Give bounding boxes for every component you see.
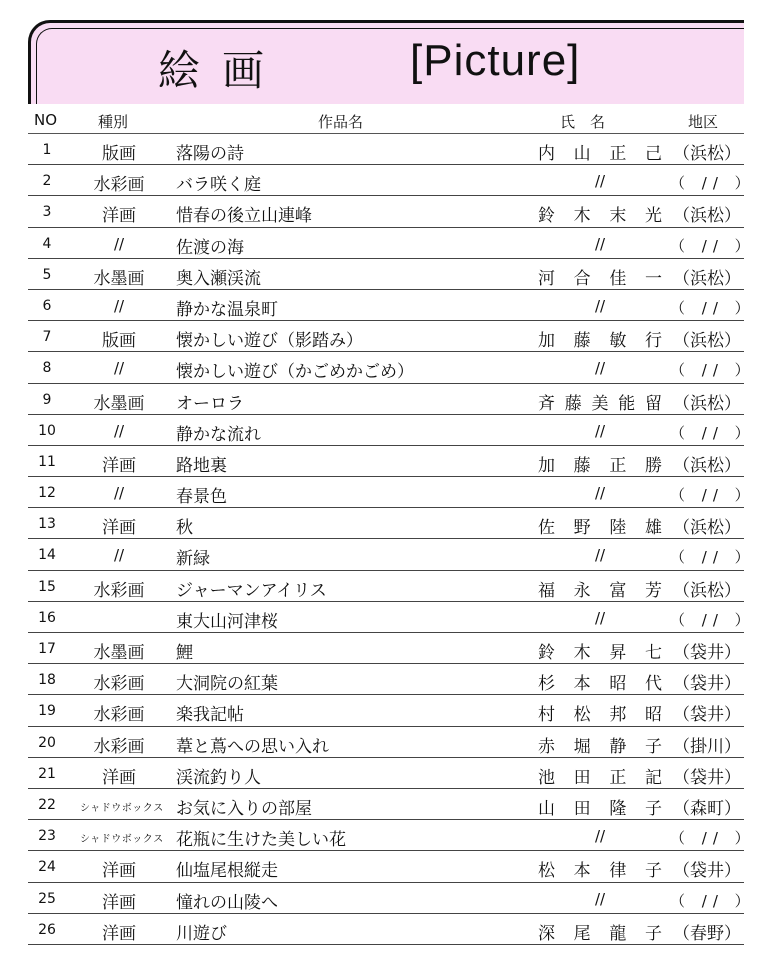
cell-name: 池田正記 xyxy=(538,767,662,788)
cell-type: 洋画 xyxy=(102,455,136,476)
header-name: 氏 名 xyxy=(560,113,606,131)
header-no: NO xyxy=(34,111,58,129)
cell-title: 新緑 xyxy=(176,549,210,570)
table-row xyxy=(28,664,744,695)
cell-name: 深尾龍子 xyxy=(538,923,662,944)
table-row xyxy=(28,259,744,290)
cell-type: // xyxy=(113,484,125,503)
cell-type: // xyxy=(113,296,125,315)
cell-name: 内山正己 xyxy=(538,144,662,164)
cell-area: （ // ） xyxy=(670,174,756,193)
cell-area: （浜松） xyxy=(673,580,741,601)
header-type: 種別 xyxy=(98,113,129,131)
table-row xyxy=(28,695,744,726)
cell-name: 山田隆子 xyxy=(538,798,662,819)
cell-title: 川遊び xyxy=(176,923,227,944)
artwork-table xyxy=(28,134,756,945)
cell-title: 憧れの山陵へ xyxy=(176,892,278,913)
cell-area: （浜松） xyxy=(673,393,741,414)
cell-type: 版画 xyxy=(102,144,136,164)
cell-name: // xyxy=(594,827,606,846)
cell-name: 加藤正勝 xyxy=(538,455,662,476)
cell-name: // xyxy=(594,172,606,191)
cell-no: 21 xyxy=(38,765,56,782)
cell-area: （袋井） xyxy=(673,861,741,882)
table-row xyxy=(28,134,744,165)
cell-area: （ // ） xyxy=(670,548,756,567)
table-row xyxy=(28,789,744,820)
cell-no: 11 xyxy=(38,453,56,470)
cell-area: （浜松） xyxy=(673,144,741,164)
cell-no: 4 xyxy=(42,235,52,252)
cell-type: 洋画 xyxy=(102,767,136,788)
cell-type: 水彩画 xyxy=(93,705,145,726)
cell-title: 静かな温泉町 xyxy=(176,299,278,320)
cell-name: // xyxy=(594,234,606,253)
cell-title: 仙塩尾根縦走 xyxy=(176,861,278,882)
table-row xyxy=(28,415,756,446)
cell-area: （浜松） xyxy=(673,331,741,352)
table-row xyxy=(28,914,744,945)
table-row xyxy=(28,321,744,352)
cell-no: 12 xyxy=(38,485,56,502)
table-row xyxy=(28,165,756,196)
cell-name: // xyxy=(594,359,606,378)
cell-area: （ // ） xyxy=(670,423,756,442)
cell-name: 村松邦昭 xyxy=(538,705,662,726)
cell-area: （袋井） xyxy=(673,767,741,788)
cell-area: （袋井） xyxy=(673,705,741,726)
page-title-en: [Picture] xyxy=(410,36,581,85)
cell-type: 水彩画 xyxy=(93,175,145,196)
cell-no: 19 xyxy=(38,703,56,720)
cell-type: // xyxy=(113,359,125,378)
cell-no: 23 xyxy=(38,828,56,845)
table-header xyxy=(28,106,744,134)
cell-no: 17 xyxy=(38,641,56,657)
cell-type: 洋画 xyxy=(102,892,136,913)
cell-type: 水墨画 xyxy=(93,393,145,414)
cell-no: 7 xyxy=(42,329,52,346)
cell-area: （ // ） xyxy=(670,829,756,848)
cell-area: （浜松） xyxy=(673,455,741,476)
cell-no: 8 xyxy=(42,360,52,377)
cell-title: 東大山河津桜 xyxy=(176,611,278,632)
cell-name: // xyxy=(594,608,606,627)
cell-no: 24 xyxy=(38,859,56,876)
cell-name: // xyxy=(594,484,606,503)
cell-title: 大洞院の紅葉 xyxy=(176,674,278,695)
cell-title: 花瓶に生けた美しい花 xyxy=(176,830,346,851)
cell-no: 5 xyxy=(42,266,52,283)
cell-no: 15 xyxy=(38,578,56,595)
table-row xyxy=(28,883,756,914)
cell-name: 加藤敏行 xyxy=(538,331,662,352)
cell-no: 18 xyxy=(38,672,56,689)
cell-area: （春野） xyxy=(673,923,741,944)
table-row xyxy=(28,727,744,758)
cell-area: （掛川） xyxy=(673,736,741,757)
cell-name: 鈴木末光 xyxy=(538,206,662,227)
cell-title: 惜春の後立山連峰 xyxy=(176,206,312,227)
cell-title: 秋 xyxy=(176,518,193,539)
cell-no: 26 xyxy=(38,921,56,938)
cell-title: 鯉 xyxy=(176,643,193,663)
cell-type: // xyxy=(113,421,125,440)
table-row xyxy=(28,228,756,259)
cell-type: // xyxy=(113,234,125,253)
cell-no: 6 xyxy=(42,297,52,314)
cell-title: 路地裏 xyxy=(176,455,227,476)
cell-title: ジャーマンアイリス xyxy=(176,580,327,601)
table-row xyxy=(28,196,744,227)
cell-no: 14 xyxy=(38,547,56,564)
cell-type: 洋画 xyxy=(102,861,136,882)
cell-type: 洋画 xyxy=(102,206,136,227)
cell-area: （袋井） xyxy=(673,643,741,663)
header-title: 作品名 xyxy=(318,113,364,131)
table-row xyxy=(28,508,744,539)
cell-title: バラ咲く庭 xyxy=(176,175,261,196)
cell-type: シャドウボックス xyxy=(80,802,164,814)
cell-name: 鈴木昇七 xyxy=(538,643,662,663)
header-area: 地区 xyxy=(688,113,719,131)
cell-title: 落陽の詩 xyxy=(176,144,244,164)
cell-title: 葦と蔦への思い入れ xyxy=(176,736,329,757)
table-row xyxy=(28,758,744,789)
table-row xyxy=(28,851,744,882)
cell-name: 杉本昭代 xyxy=(538,674,662,695)
cell-name: 斉藤美能留 xyxy=(538,393,662,414)
cell-type: 水彩画 xyxy=(93,674,145,695)
cell-no: 25 xyxy=(38,890,56,907)
cell-title: 春景色 xyxy=(176,487,227,508)
cell-type: 水彩画 xyxy=(93,580,145,601)
cell-title: 楽我記帖 xyxy=(176,705,244,726)
cell-title: 懐かしい遊び（影踏み） xyxy=(176,331,363,352)
cell-type: 版画 xyxy=(102,331,136,352)
cell-area: （浜松） xyxy=(673,518,741,539)
table-row xyxy=(28,820,756,851)
cell-name: // xyxy=(594,296,606,315)
title-panel xyxy=(28,20,744,104)
cell-no: 13 xyxy=(38,516,56,533)
table-row xyxy=(28,633,744,664)
cell-type: 洋画 xyxy=(102,518,136,539)
cell-name: 赤堀静子 xyxy=(538,736,662,757)
cell-no: 1 xyxy=(42,142,52,158)
table-row xyxy=(28,352,756,383)
cell-area: （ // ） xyxy=(670,486,756,505)
cell-type: // xyxy=(113,546,125,565)
table-row xyxy=(28,446,744,477)
cell-type: シャドウボックス xyxy=(80,834,164,846)
table-row xyxy=(28,477,756,508)
table-row xyxy=(28,602,756,633)
cell-name: // xyxy=(594,889,606,908)
cell-name: // xyxy=(594,546,606,565)
cell-title: 渓流釣り人 xyxy=(176,767,261,788)
cell-title: 懐かしい遊び（かごめかごめ） xyxy=(176,362,414,383)
cell-title: 静かな流れ xyxy=(176,424,261,445)
cell-no: 20 xyxy=(38,734,56,751)
cell-type: 洋画 xyxy=(102,923,136,944)
cell-area: （ // ） xyxy=(670,891,756,910)
cell-no: 10 xyxy=(38,422,56,439)
cell-area: （ // ） xyxy=(670,298,756,317)
table-row xyxy=(28,290,756,321)
cell-area: （袋井） xyxy=(673,674,741,695)
cell-title: 佐渡の海 xyxy=(176,237,244,258)
cell-type: 水彩画 xyxy=(93,736,145,757)
cell-no: 16 xyxy=(38,609,56,626)
cell-area: （浜松） xyxy=(673,268,741,289)
table-row xyxy=(28,571,744,602)
cell-area: （ // ） xyxy=(670,610,756,629)
cell-title: お気に入りの部屋 xyxy=(176,798,312,819)
cell-no: 3 xyxy=(42,204,52,221)
cell-name: 河合佳一 xyxy=(538,268,662,289)
cell-title: オーロラ xyxy=(176,393,244,414)
cell-title: 奥入瀬渓流 xyxy=(176,268,261,289)
cell-area: （森町） xyxy=(673,798,741,819)
cell-name: 福永富芳 xyxy=(538,580,662,601)
page-title-jp: 絵画 xyxy=(158,46,287,95)
cell-area: （ // ） xyxy=(670,361,756,380)
cell-area: （浜松） xyxy=(673,206,741,227)
cell-type: 水墨画 xyxy=(93,268,145,289)
cell-name: 松本律子 xyxy=(538,861,662,882)
cell-name: 佐野陸雄 xyxy=(538,518,662,539)
cell-no: 9 xyxy=(42,391,52,408)
cell-no: 2 xyxy=(42,173,52,190)
cell-type: 水墨画 xyxy=(93,643,145,663)
table-row xyxy=(28,384,744,415)
cell-no: 22 xyxy=(38,796,56,813)
cell-name: // xyxy=(594,421,606,440)
table-row xyxy=(28,539,756,570)
cell-area: （ // ） xyxy=(670,236,756,255)
